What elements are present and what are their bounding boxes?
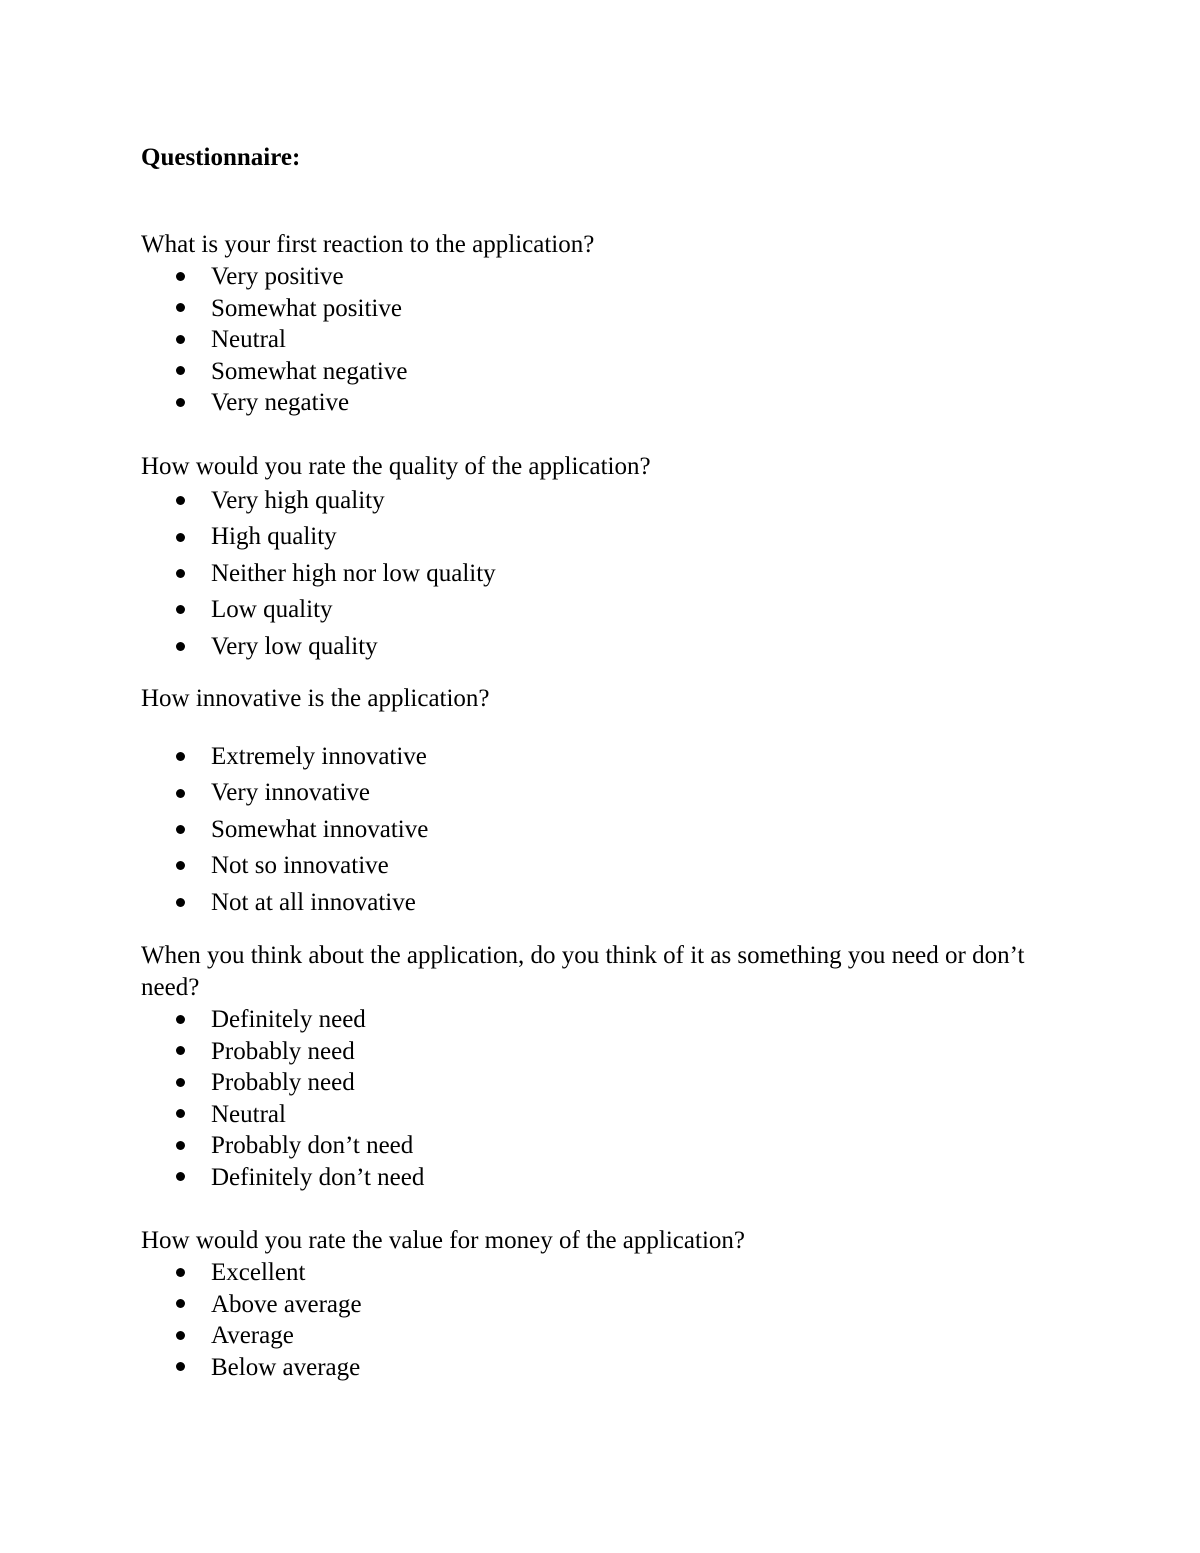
bullet-icon [176, 1078, 185, 1087]
bullet-icon [176, 1362, 185, 1371]
question-text: How would you rate the quality of the application? [141, 453, 651, 480]
option-label: Not so innovative [211, 852, 389, 880]
option-label: Neutral [211, 1100, 286, 1128]
option-label: Low quality [211, 596, 333, 624]
question-text: How innovative is the application? [141, 685, 490, 712]
bullet-icon [176, 1299, 185, 1308]
option-label: Neither high nor low quality [211, 559, 496, 587]
option-label: Very high quality [211, 487, 385, 514]
option-label: Probably need [211, 1037, 355, 1065]
bullet-icon [176, 1331, 185, 1340]
list-item [141, 1130, 1081, 1162]
question-section-innovation [141, 683, 1081, 921]
bullet-icon [176, 366, 185, 375]
bullet-icon [176, 1268, 185, 1277]
list-item [141, 293, 1081, 325]
question-text: When you think about the application, do you think of it as something you need or don’t need? [141, 942, 1025, 1001]
bullet-icon [176, 496, 185, 505]
option-label: Extremely innovative [211, 743, 427, 770]
option-list [141, 483, 1081, 665]
list-item [141, 324, 1081, 356]
option-label: Average [211, 1322, 294, 1349]
bullet-icon [176, 1141, 185, 1150]
list-item [141, 775, 1081, 811]
list-item [141, 885, 1081, 921]
option-label: High quality [211, 523, 337, 551]
bullet-icon [176, 898, 185, 907]
option-list [141, 1257, 1081, 1383]
option-list [141, 261, 1081, 419]
question-section-quality [141, 451, 1081, 665]
list-item [141, 356, 1081, 388]
option-list [141, 739, 1081, 921]
list-item [141, 629, 1081, 665]
list-item [141, 592, 1081, 628]
list-item [141, 556, 1081, 592]
option-label: Definitely don’t need [211, 1163, 425, 1191]
list-item [141, 739, 1081, 775]
bullet-icon [176, 569, 185, 578]
bullet-icon [176, 272, 185, 281]
bullet-icon [176, 1109, 185, 1118]
bullet-icon [176, 303, 185, 312]
list-item [141, 1289, 1081, 1321]
list-item [141, 1036, 1081, 1068]
option-label: Very negative [211, 389, 350, 416]
list-item [141, 848, 1081, 884]
document-title: Questionnaire: [141, 144, 301, 171]
bullet-icon [176, 752, 185, 761]
bullet-icon [176, 642, 185, 651]
bullet-icon [176, 1015, 185, 1024]
bullet-icon [176, 861, 185, 870]
question-text: How would you rate the value for money of the application? [141, 1227, 745, 1254]
list-item [141, 1257, 1081, 1289]
list-item [141, 1004, 1081, 1036]
list-item [141, 483, 1081, 519]
option-label: Excellent [211, 1259, 306, 1286]
option-label: Probably need [211, 1069, 355, 1096]
list-item [141, 1352, 1081, 1384]
option-label: Below average [211, 1353, 361, 1381]
bullet-icon [176, 335, 185, 344]
list-item [141, 1320, 1081, 1352]
list-item [141, 1162, 1081, 1194]
option-label: Not at all innovative [211, 888, 416, 916]
option-label: Somewhat positive [211, 294, 402, 322]
list-item [141, 1099, 1081, 1131]
list-item [141, 812, 1081, 848]
bullet-icon [176, 605, 185, 614]
bullet-icon [176, 1172, 185, 1181]
list-item [141, 1067, 1081, 1099]
question-text: What is your first reaction to the application? [141, 231, 595, 258]
question-section-reaction [141, 229, 1081, 419]
option-label: Very positive [211, 263, 344, 290]
option-label: Definitely need [211, 1006, 366, 1033]
list-item [141, 387, 1081, 419]
option-label: Very low quality [211, 632, 378, 660]
bullet-icon [176, 398, 185, 407]
option-list [141, 1004, 1081, 1193]
list-item [141, 519, 1081, 555]
option-label: Above average [211, 1290, 362, 1318]
option-label: Neutral [211, 326, 286, 353]
option-label: Somewhat innovative [211, 815, 429, 843]
bullet-icon [176, 825, 185, 834]
bullet-icon [176, 1046, 185, 1055]
list-item [141, 261, 1081, 293]
question-section-value [141, 1225, 1081, 1383]
bullet-icon [176, 533, 185, 542]
option-label: Very innovative [211, 779, 370, 807]
question-section-need [141, 940, 1081, 1193]
option-label: Probably don’t need [211, 1132, 414, 1159]
option-label: Somewhat negative [211, 357, 408, 385]
bullet-icon [176, 789, 185, 798]
